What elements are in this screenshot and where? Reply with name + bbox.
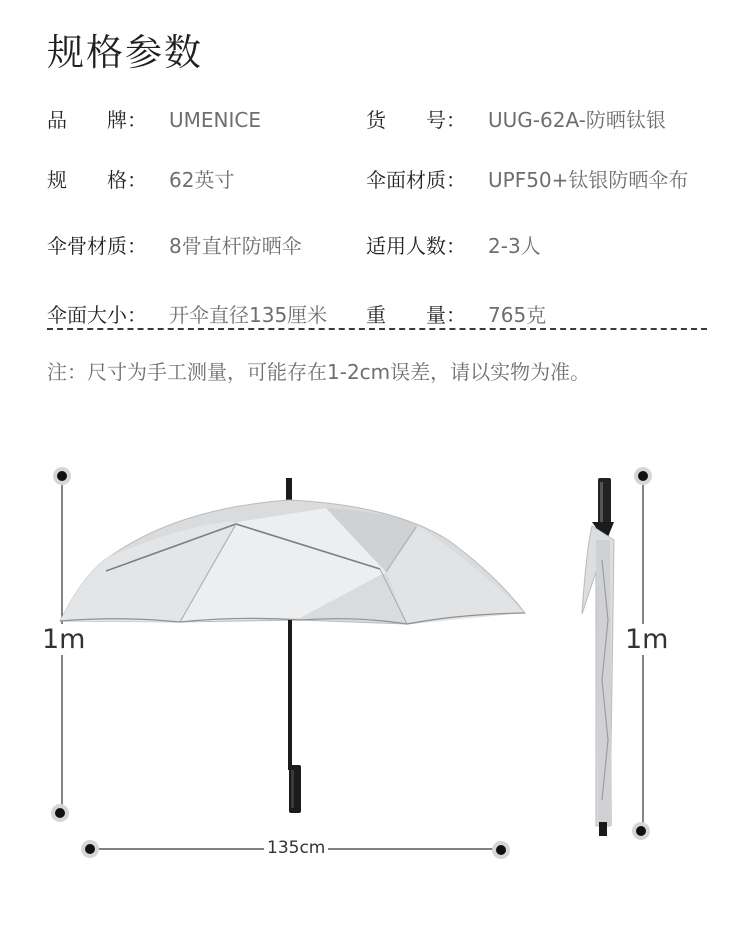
spec-rib-material-label: 伞骨材质： <box>47 234 147 258</box>
spec-weight-value: 765克 <box>488 303 547 327</box>
spec-capacity-value: 2-3人 <box>488 234 541 258</box>
page-title: 规格参数 <box>47 31 203 74</box>
spec-size-value: 62英寸 <box>169 168 235 192</box>
spec-capacity-label: 适用人数： <box>366 234 466 258</box>
open-umbrella-image <box>60 478 525 813</box>
spec-canopy-size-value: 开伞直径135厘米 <box>169 303 328 327</box>
spec-weight-label: 重 量： <box>366 303 466 327</box>
spec-canopy-material-value: UPF50+钛银防晒伞布 <box>488 168 689 192</box>
closed-height-label: 1m <box>625 624 669 655</box>
spec-canopy-size-label: 伞面大小： <box>47 303 147 327</box>
spec-rib-material-value: 8骨直杆防晒伞 <box>169 234 302 258</box>
open-width-label: 135cm <box>264 838 328 858</box>
closed-umbrella-image <box>582 478 614 836</box>
spec-canopy-material-label: 伞面材质： <box>366 168 466 192</box>
spec-size-label: 规 格： <box>47 168 147 192</box>
spec-brand-label: 品 牌： <box>47 108 147 132</box>
spec-model-value: UUG-62A-防晒钛银 <box>488 108 666 132</box>
spec-brand-value: UMENICE <box>169 108 261 132</box>
open-height-label: 1m <box>42 624 86 655</box>
spec-model-label: 货 号： <box>366 108 466 132</box>
measurement-note: 注：尺寸为手工测量，可能存在1-2cm误差，请以实物为准。 <box>47 360 591 384</box>
